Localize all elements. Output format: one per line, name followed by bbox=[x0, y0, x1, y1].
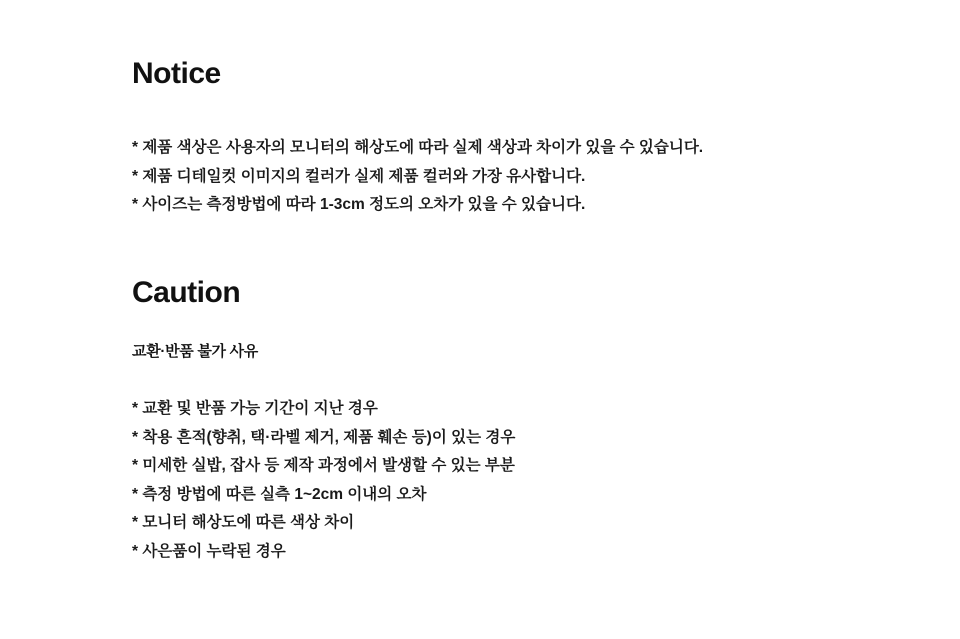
list-item: * 측정 방법에 따른 실측 1~2cm 이내의 오차 bbox=[132, 485, 427, 503]
caution-list bbox=[132, 401, 922, 559]
list-item: * 교환 및 반품 가능 기간이 지난 경우 bbox=[132, 400, 378, 417]
notice-list bbox=[132, 140, 922, 213]
notice-section bbox=[132, 56, 922, 226]
list-item: * 모니터 해상도에 따른 색상 차이 bbox=[132, 514, 355, 531]
caution-heading: Caution bbox=[132, 276, 241, 309]
list-item: * 미세한 실밥, 잡사 등 제작 과정에서 발생할 수 있는 부분 bbox=[132, 457, 515, 474]
caution-section bbox=[132, 275, 922, 572]
list-item: * 제품 색상은 사용자의 모니터의 해상도에 따라 실제 색상과 차이가 있을 수 있습니다. bbox=[132, 139, 704, 156]
caution-subheading: 교환·반품 불가 사유 bbox=[132, 343, 258, 360]
list-item: * 제품 디테일컷 이미지의 컬러가 실제 제품 컬러와 가장 유사합니다. bbox=[132, 167, 586, 185]
list-item: * 사은품이 누락된 경우 bbox=[132, 542, 286, 560]
list-item: * 사이즈는 측정방법에 따라 1-3cm 정도의 오차가 있을 수 있습니다. bbox=[132, 196, 586, 213]
list-item: * 착용 흔적(향취, 택·라벨 제거, 제품 훼손 등)이 있는 경우 bbox=[132, 428, 516, 446]
notice-heading: Notice bbox=[132, 57, 221, 90]
